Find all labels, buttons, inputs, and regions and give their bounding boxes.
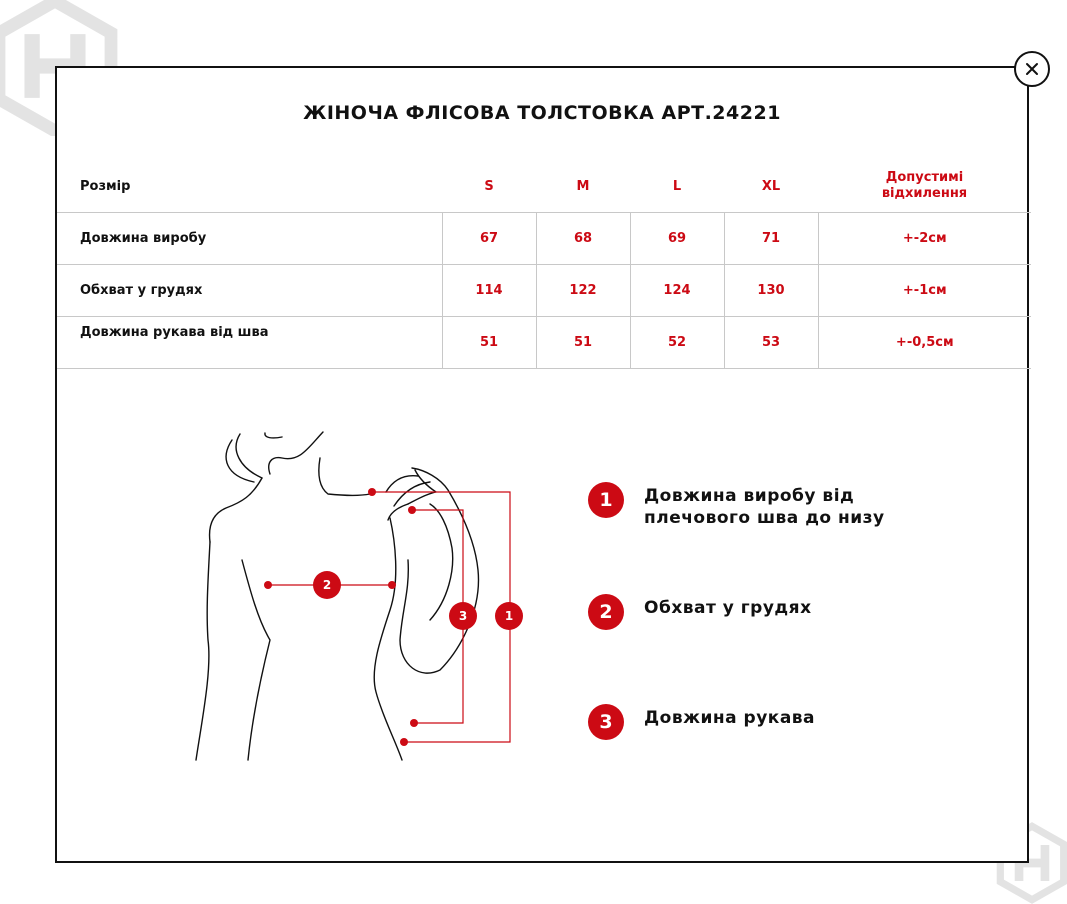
measurement-badge-label: 1	[504, 609, 514, 623]
legend-item	[588, 482, 885, 529]
table-row	[57, 213, 1031, 265]
legend-item	[588, 594, 812, 630]
table-cell: 67	[442, 213, 536, 265]
table-cell: 51	[536, 317, 630, 369]
size-header-xl: XL	[761, 178, 781, 194]
table-row	[57, 265, 1031, 317]
close-button[interactable]	[1014, 51, 1050, 87]
legend-item	[588, 704, 815, 740]
size-header-l: L	[672, 178, 682, 194]
table-header-row	[57, 160, 1031, 213]
tolerance-header-line1: Допустимі	[885, 170, 964, 185]
row-label: Обхват у грудях	[80, 283, 203, 298]
modal-title: ЖІНОЧА ФЛІСОВА ТОЛСТОВКА АРТ.24221	[303, 102, 781, 124]
table-cell: 51	[442, 317, 536, 369]
table-cell: 124	[630, 265, 724, 317]
legend-label: Обхват у грудях	[644, 598, 812, 618]
row-label: Довжина рукава від шва	[80, 325, 269, 340]
measurement-badge-2	[313, 571, 341, 599]
measurement-badge-3	[449, 602, 477, 630]
legend-label	[644, 482, 885, 529]
size-header-s: S	[484, 178, 494, 194]
table-row	[57, 317, 1031, 369]
measurement-badge-label: 2	[322, 578, 332, 592]
table-cell: 52	[630, 317, 724, 369]
tolerance-cell: +-1см	[818, 265, 1031, 317]
legend-number-badge: 1	[588, 482, 624, 518]
tolerance-header	[818, 160, 1031, 213]
size-table	[57, 160, 1031, 369]
close-icon	[1025, 62, 1039, 76]
size-header-m: M	[576, 178, 590, 194]
legend-number-badge: 3	[588, 704, 624, 740]
table-cell: 68	[536, 213, 630, 265]
legend-label-line1: Довжина виробу від	[644, 486, 855, 506]
legend-label-line2: плечового шва до низу	[644, 508, 885, 528]
tolerance-header-line2: відхилення	[881, 186, 968, 201]
table-cell: 71	[724, 213, 818, 265]
measurement-badge-label: 3	[458, 609, 468, 623]
size-header-label: Розмір	[80, 178, 131, 194]
tolerance-cell: +-2см	[818, 213, 1031, 265]
measurement-points	[264, 488, 418, 746]
table-cell: 122	[536, 265, 630, 317]
measurement-illustration	[190, 430, 535, 765]
table-cell: 53	[724, 317, 818, 369]
tolerance-cell: +-0,5см	[818, 317, 1031, 369]
table-cell: 130	[724, 265, 818, 317]
table-cell: 114	[442, 265, 536, 317]
row-label: Довжина виробу	[80, 231, 207, 246]
legend-label: Довжина рукава	[644, 708, 816, 728]
table-cell: 69	[630, 213, 724, 265]
measurement-badge-1	[495, 602, 523, 630]
body-outline	[196, 432, 478, 760]
legend-number-badge: 2	[588, 594, 624, 630]
